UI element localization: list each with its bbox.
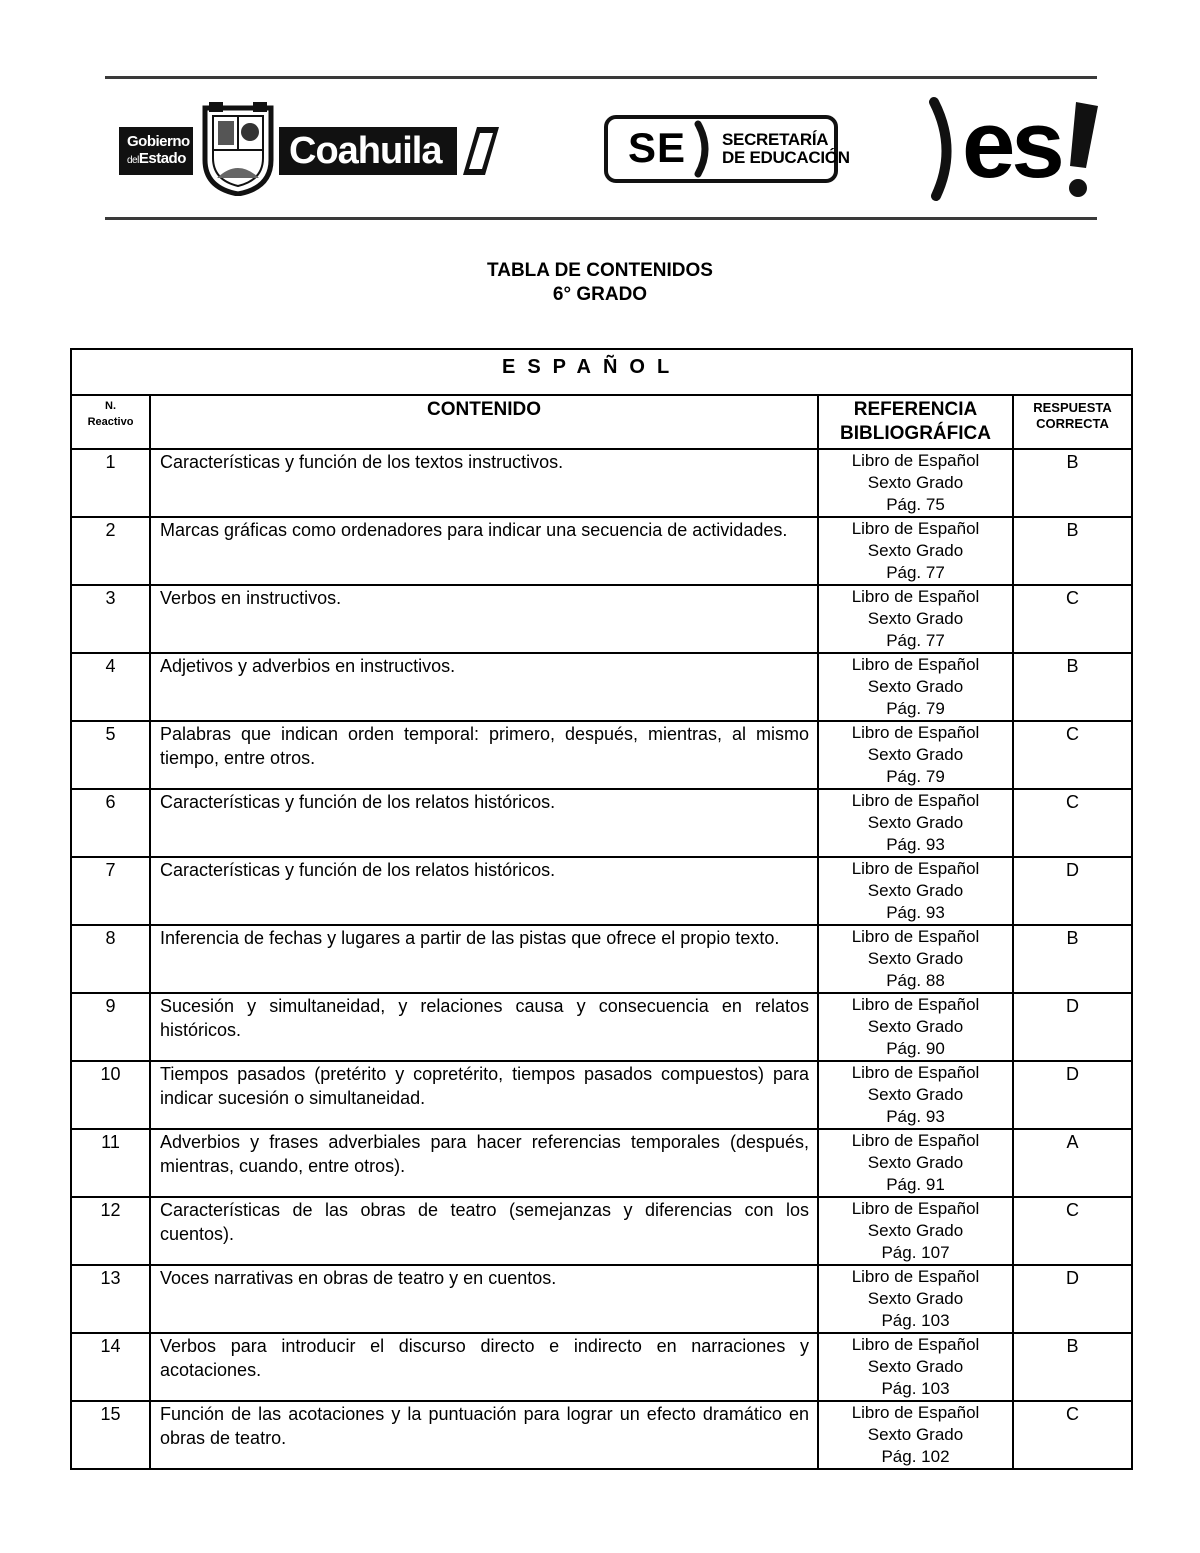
row-reference-book: Libro de Español [851, 1403, 980, 1422]
subject-heading: ESPAÑOL [71, 349, 1132, 395]
row-number: 8 [71, 925, 150, 993]
row-content: Sucesión y simultaneidad, y relaciones causa y consecuencia en relatos históricos. [150, 993, 818, 1061]
row-answer: C [1013, 585, 1132, 653]
row-number: 15 [71, 1401, 150, 1469]
row-reference-grade: Sexto Grado [867, 881, 964, 900]
row-reference-page: Pág. 77 [886, 631, 945, 650]
document-subtitle: 6° GRADO [552, 284, 648, 305]
coahuila-wordmark: Coahuila [279, 127, 457, 175]
row-reference [818, 1129, 1013, 1197]
row-content: Marcas gráficas como ordenadores para indicar una secuencia de actividades. [150, 517, 818, 585]
row-number: 13 [71, 1265, 150, 1333]
row-reference-grade: Sexto Grado [867, 1221, 964, 1240]
row-content: Tiempos pasados (pretérito y copretérito, tiempos pasados compuestos) para indicar sucesión o simultaneidad. [150, 1061, 818, 1129]
row-number: 11 [71, 1129, 150, 1197]
table-row [71, 1129, 1132, 1197]
header-num [71, 395, 150, 449]
row-reference-grade: Sexto Grado [867, 1153, 964, 1172]
document-title: TABLA DE CONTENIDOS [487, 260, 713, 281]
header-content: CONTENIDO [150, 395, 818, 449]
row-answer: A [1013, 1129, 1132, 1197]
subject-row [71, 349, 1132, 395]
table-row [71, 1265, 1132, 1333]
row-reference-book: Libro de Español [851, 723, 980, 742]
se-logo-line2: DE EDUCACIÓN [722, 148, 850, 167]
gobierno-logo-del: del [127, 155, 139, 166]
se-logo-text [722, 131, 850, 167]
row-reference-grade: Sexto Grado [867, 949, 964, 968]
row-reference [818, 585, 1013, 653]
table-row [71, 925, 1132, 993]
row-reference-book: Libro de Español [851, 1063, 980, 1082]
header-answer-line1: RESPUESTA [1033, 400, 1112, 415]
row-reference-grade: Sexto Grado [867, 813, 964, 832]
row-reference [818, 1333, 1013, 1401]
row-number: 10 [71, 1061, 150, 1129]
row-reference-page: Pág. 88 [886, 971, 945, 990]
row-reference-grade: Sexto Grado [867, 1357, 964, 1376]
row-reference-book: Libro de Español [851, 1199, 980, 1218]
header-num-line1: N. [105, 400, 116, 412]
row-reference-page: Pág. 79 [886, 767, 945, 786]
row-number: 12 [71, 1197, 150, 1265]
header-reference [818, 395, 1013, 449]
row-reference-page: Pág. 93 [886, 903, 945, 922]
row-reference [818, 721, 1013, 789]
row-reference [818, 1061, 1013, 1129]
row-answer: D [1013, 993, 1132, 1061]
row-reference [818, 449, 1013, 517]
row-reference-book: Libro de Español [851, 451, 980, 470]
row-reference [818, 925, 1013, 993]
table-row [71, 857, 1132, 925]
row-reference [818, 1265, 1013, 1333]
row-reference-page: Pág. 102 [881, 1447, 950, 1466]
gobierno-logo-line2 [127, 150, 193, 169]
row-content: Características y función de los textos instructivos. [150, 449, 818, 517]
header-reference-line2: BIBLIOGRÁFICA [840, 423, 991, 444]
row-number: 1 [71, 449, 150, 517]
header-num-line2: Reactivo [87, 416, 134, 428]
row-reference-grade: Sexto Grado [867, 1085, 964, 1104]
row-content: Características y función de los relatos históricos. [150, 857, 818, 925]
gobierno-estado-logo [119, 127, 193, 175]
es-logo-word: es [962, 91, 1061, 198]
row-reference-book: Libro de Español [851, 519, 980, 538]
row-reference-book: Libro de Español [851, 655, 980, 674]
row-reference [818, 789, 1013, 857]
table-row [71, 517, 1132, 585]
row-reference-grade: Sexto Grado [867, 609, 964, 628]
row-content: Características y función de los relatos históricos. [150, 789, 818, 857]
table-row [71, 993, 1132, 1061]
row-reference-grade: Sexto Grado [867, 745, 964, 764]
row-reference-page: Pág. 91 [886, 1175, 945, 1194]
row-reference-book: Libro de Español [851, 859, 980, 878]
gobierno-logo-line1: Gobierno [127, 133, 190, 150]
row-answer: B [1013, 1333, 1132, 1401]
row-content: Función de las acotaciones y la puntuación para lograr un efecto dramático en obras de teatro. [150, 1401, 818, 1469]
row-reference-page: Pág. 77 [886, 563, 945, 582]
row-answer: B [1013, 449, 1132, 517]
row-content: Características de las obras de teatro (semejanzas y diferencias con los cuentos). [150, 1197, 818, 1265]
row-reference-page: Pág. 103 [881, 1311, 950, 1330]
contents-table [70, 348, 1133, 1470]
row-number: 14 [71, 1333, 150, 1401]
row-reference-book: Libro de Español [851, 1131, 980, 1150]
row-reference-book: Libro de Español [851, 927, 980, 946]
row-answer: C [1013, 1197, 1132, 1265]
row-answer: B [1013, 925, 1132, 993]
row-content: Voces narrativas en obras de teatro y en cuentos. [150, 1265, 818, 1333]
row-content: Verbos para introducir el discurso directo e indirecto en narraciones y acotaciones. [150, 1333, 818, 1401]
row-reference [818, 993, 1013, 1061]
row-answer: D [1013, 1265, 1132, 1333]
row-answer: D [1013, 857, 1132, 925]
row-number: 6 [71, 789, 150, 857]
se-paren-icon [694, 120, 714, 178]
row-reference-page: Pág. 93 [886, 1107, 945, 1126]
row-reference [818, 653, 1013, 721]
row-reference [818, 1197, 1013, 1265]
row-content: Adjetivos y adverbios en instructivos. [150, 653, 818, 721]
row-reference-book: Libro de Español [851, 995, 980, 1014]
row-reference-page: Pág. 90 [886, 1039, 945, 1058]
table-row [71, 1333, 1132, 1401]
row-content: Inferencia de fechas y lugares a partir de las pistas que ofrece el propio texto. [150, 925, 818, 993]
row-reference-page: Pág. 93 [886, 835, 945, 854]
row-reference-book: Libro de Español [851, 791, 980, 810]
row-reference-book: Libro de Español [851, 1267, 980, 1286]
row-number: 2 [71, 517, 150, 585]
row-reference [818, 517, 1013, 585]
coahuila-slash-icon [463, 127, 499, 175]
row-number: 5 [71, 721, 150, 789]
row-reference-grade: Sexto Grado [867, 1017, 964, 1036]
row-number: 4 [71, 653, 150, 721]
row-answer: B [1013, 653, 1132, 721]
row-reference [818, 857, 1013, 925]
row-answer: C [1013, 1401, 1132, 1469]
row-reference-grade: Sexto Grado [867, 1289, 964, 1308]
table-row [71, 789, 1132, 857]
table-row [71, 721, 1132, 789]
row-reference-page: Pág. 75 [886, 495, 945, 514]
row-answer: D [1013, 1061, 1132, 1129]
row-reference-page: Pág. 79 [886, 699, 945, 718]
header-top-rule [105, 76, 1097, 79]
header-bottom-rule [105, 217, 1097, 220]
header-answer [1013, 395, 1132, 449]
table-row [71, 1401, 1132, 1469]
row-reference-grade: Sexto Grado [867, 473, 964, 492]
row-answer: C [1013, 789, 1132, 857]
gobierno-logo-estado: Estado [138, 150, 186, 167]
row-content: Verbos en instructivos. [150, 585, 818, 653]
row-content: Palabras que indican orden temporal: primero, después, mientras, al mismo tiempo, entre otros. [150, 721, 818, 789]
row-reference-grade: Sexto Grado [867, 677, 964, 696]
header-reference-line1: REFERENCIA [853, 399, 978, 420]
row-number: 7 [71, 857, 150, 925]
row-reference-page: Pág. 107 [881, 1243, 950, 1262]
table-header-row [71, 395, 1132, 449]
header-answer-line2: CORRECTA [1036, 416, 1109, 431]
table-row [71, 585, 1132, 653]
row-answer: C [1013, 721, 1132, 789]
row-reference-grade: Sexto Grado [867, 541, 964, 560]
table-row [71, 1061, 1132, 1129]
row-reference-book: Libro de Español [851, 1335, 980, 1354]
row-number: 3 [71, 585, 150, 653]
row-reference-page: Pág. 103 [881, 1379, 950, 1398]
row-reference-grade: Sexto Grado [867, 1425, 964, 1444]
se-logo-letters: SE [628, 124, 687, 171]
row-reference [818, 1401, 1013, 1469]
table-row [71, 449, 1132, 517]
se-logo-line1: SECRETARÍA [722, 130, 829, 149]
row-reference-book: Libro de Español [851, 587, 980, 606]
table-row [71, 1197, 1132, 1265]
row-content: Adverbios y frases adverbiales para hacer referencias temporales (después, mientras, cuando, entre otros). [150, 1129, 818, 1197]
row-answer: B [1013, 517, 1132, 585]
coat-of-arms-icon [199, 100, 277, 196]
row-number: 9 [71, 993, 150, 1061]
table-row [71, 653, 1132, 721]
